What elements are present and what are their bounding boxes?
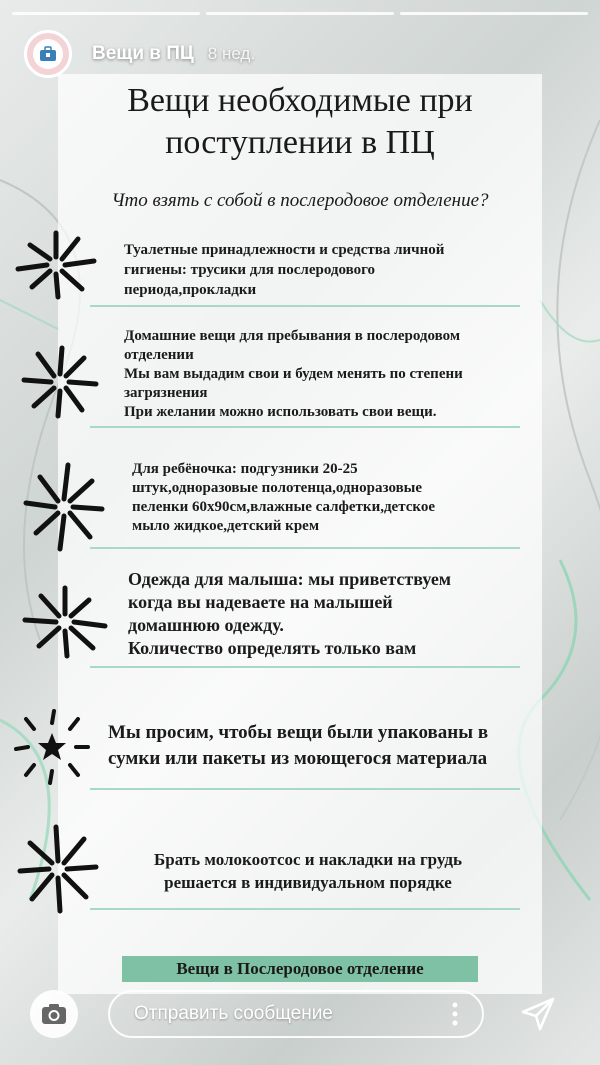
post-time: 8 нед. bbox=[207, 44, 256, 63]
list-item-4: Одежда для малыша: мы приветствуем когда вы надеваете на малышей домашнюю одежду. Количество определять только вам bbox=[128, 569, 452, 658]
flower-doodle-icon bbox=[14, 230, 98, 300]
list-item-1: Туалетные принадлежности и средства личной гигиены: трусики для послеродового периода,прокладки bbox=[124, 242, 445, 298]
title-line-1: Вещи необходимые при bbox=[127, 82, 473, 119]
account-name[interactable]: Вещи в ПЦ bbox=[92, 43, 194, 64]
camera-button[interactable] bbox=[30, 990, 78, 1038]
flower-doodle-icon bbox=[20, 342, 100, 422]
list-item-6: Брать молокоотсос и накладки на грудь решается в индивидуальном порядке bbox=[154, 850, 462, 892]
flower-doodle-icon bbox=[22, 585, 108, 659]
title-line-2: поступлении в ПЦ bbox=[165, 124, 435, 161]
divider bbox=[90, 305, 520, 307]
progress-segment bbox=[206, 12, 394, 15]
flower-doodle-icon bbox=[22, 460, 106, 554]
bag-logo-icon bbox=[33, 39, 63, 69]
footer-label: Вещи в Послеродовое отделение bbox=[122, 956, 478, 982]
divider bbox=[90, 666, 520, 668]
send-icon[interactable] bbox=[520, 996, 556, 1032]
camera-icon bbox=[41, 1003, 67, 1025]
message-placeholder: Отправить сообщение bbox=[134, 1003, 333, 1024]
story-header bbox=[24, 30, 255, 78]
progress-segment bbox=[12, 12, 200, 15]
divider bbox=[90, 547, 520, 549]
list-item-5: Мы просим, чтобы вещи были упакованы в сумки или пакеты из моющегося материала bbox=[108, 722, 489, 769]
message-input[interactable] bbox=[108, 990, 484, 1038]
list-item-3: Для ребёночка: подгузники 20-25 штук,одноразовые полотенца,одноразовые пеленки 60х90см,влажные салфетки,детское мыло жидкое,детский крем bbox=[132, 461, 436, 534]
sun-doodle-icon bbox=[10, 705, 94, 789]
subtitle: Что взять с собой в послеродовое отделение? bbox=[111, 190, 489, 211]
divider bbox=[90, 788, 520, 790]
avatar[interactable] bbox=[24, 30, 72, 78]
flower-doodle-icon bbox=[16, 822, 100, 916]
divider bbox=[90, 908, 520, 910]
list-item-2: Домашние вещи для пребывания в послеродовом отделении Мы вам выдадим свои и будем менять по степени загрязнения При желании можно использовать свои вещи. bbox=[124, 328, 463, 420]
page-title bbox=[0, 80, 600, 164]
progress-segment bbox=[400, 12, 588, 15]
story-progress bbox=[12, 12, 588, 15]
more-icon[interactable] bbox=[452, 1002, 458, 1026]
divider bbox=[90, 426, 520, 428]
